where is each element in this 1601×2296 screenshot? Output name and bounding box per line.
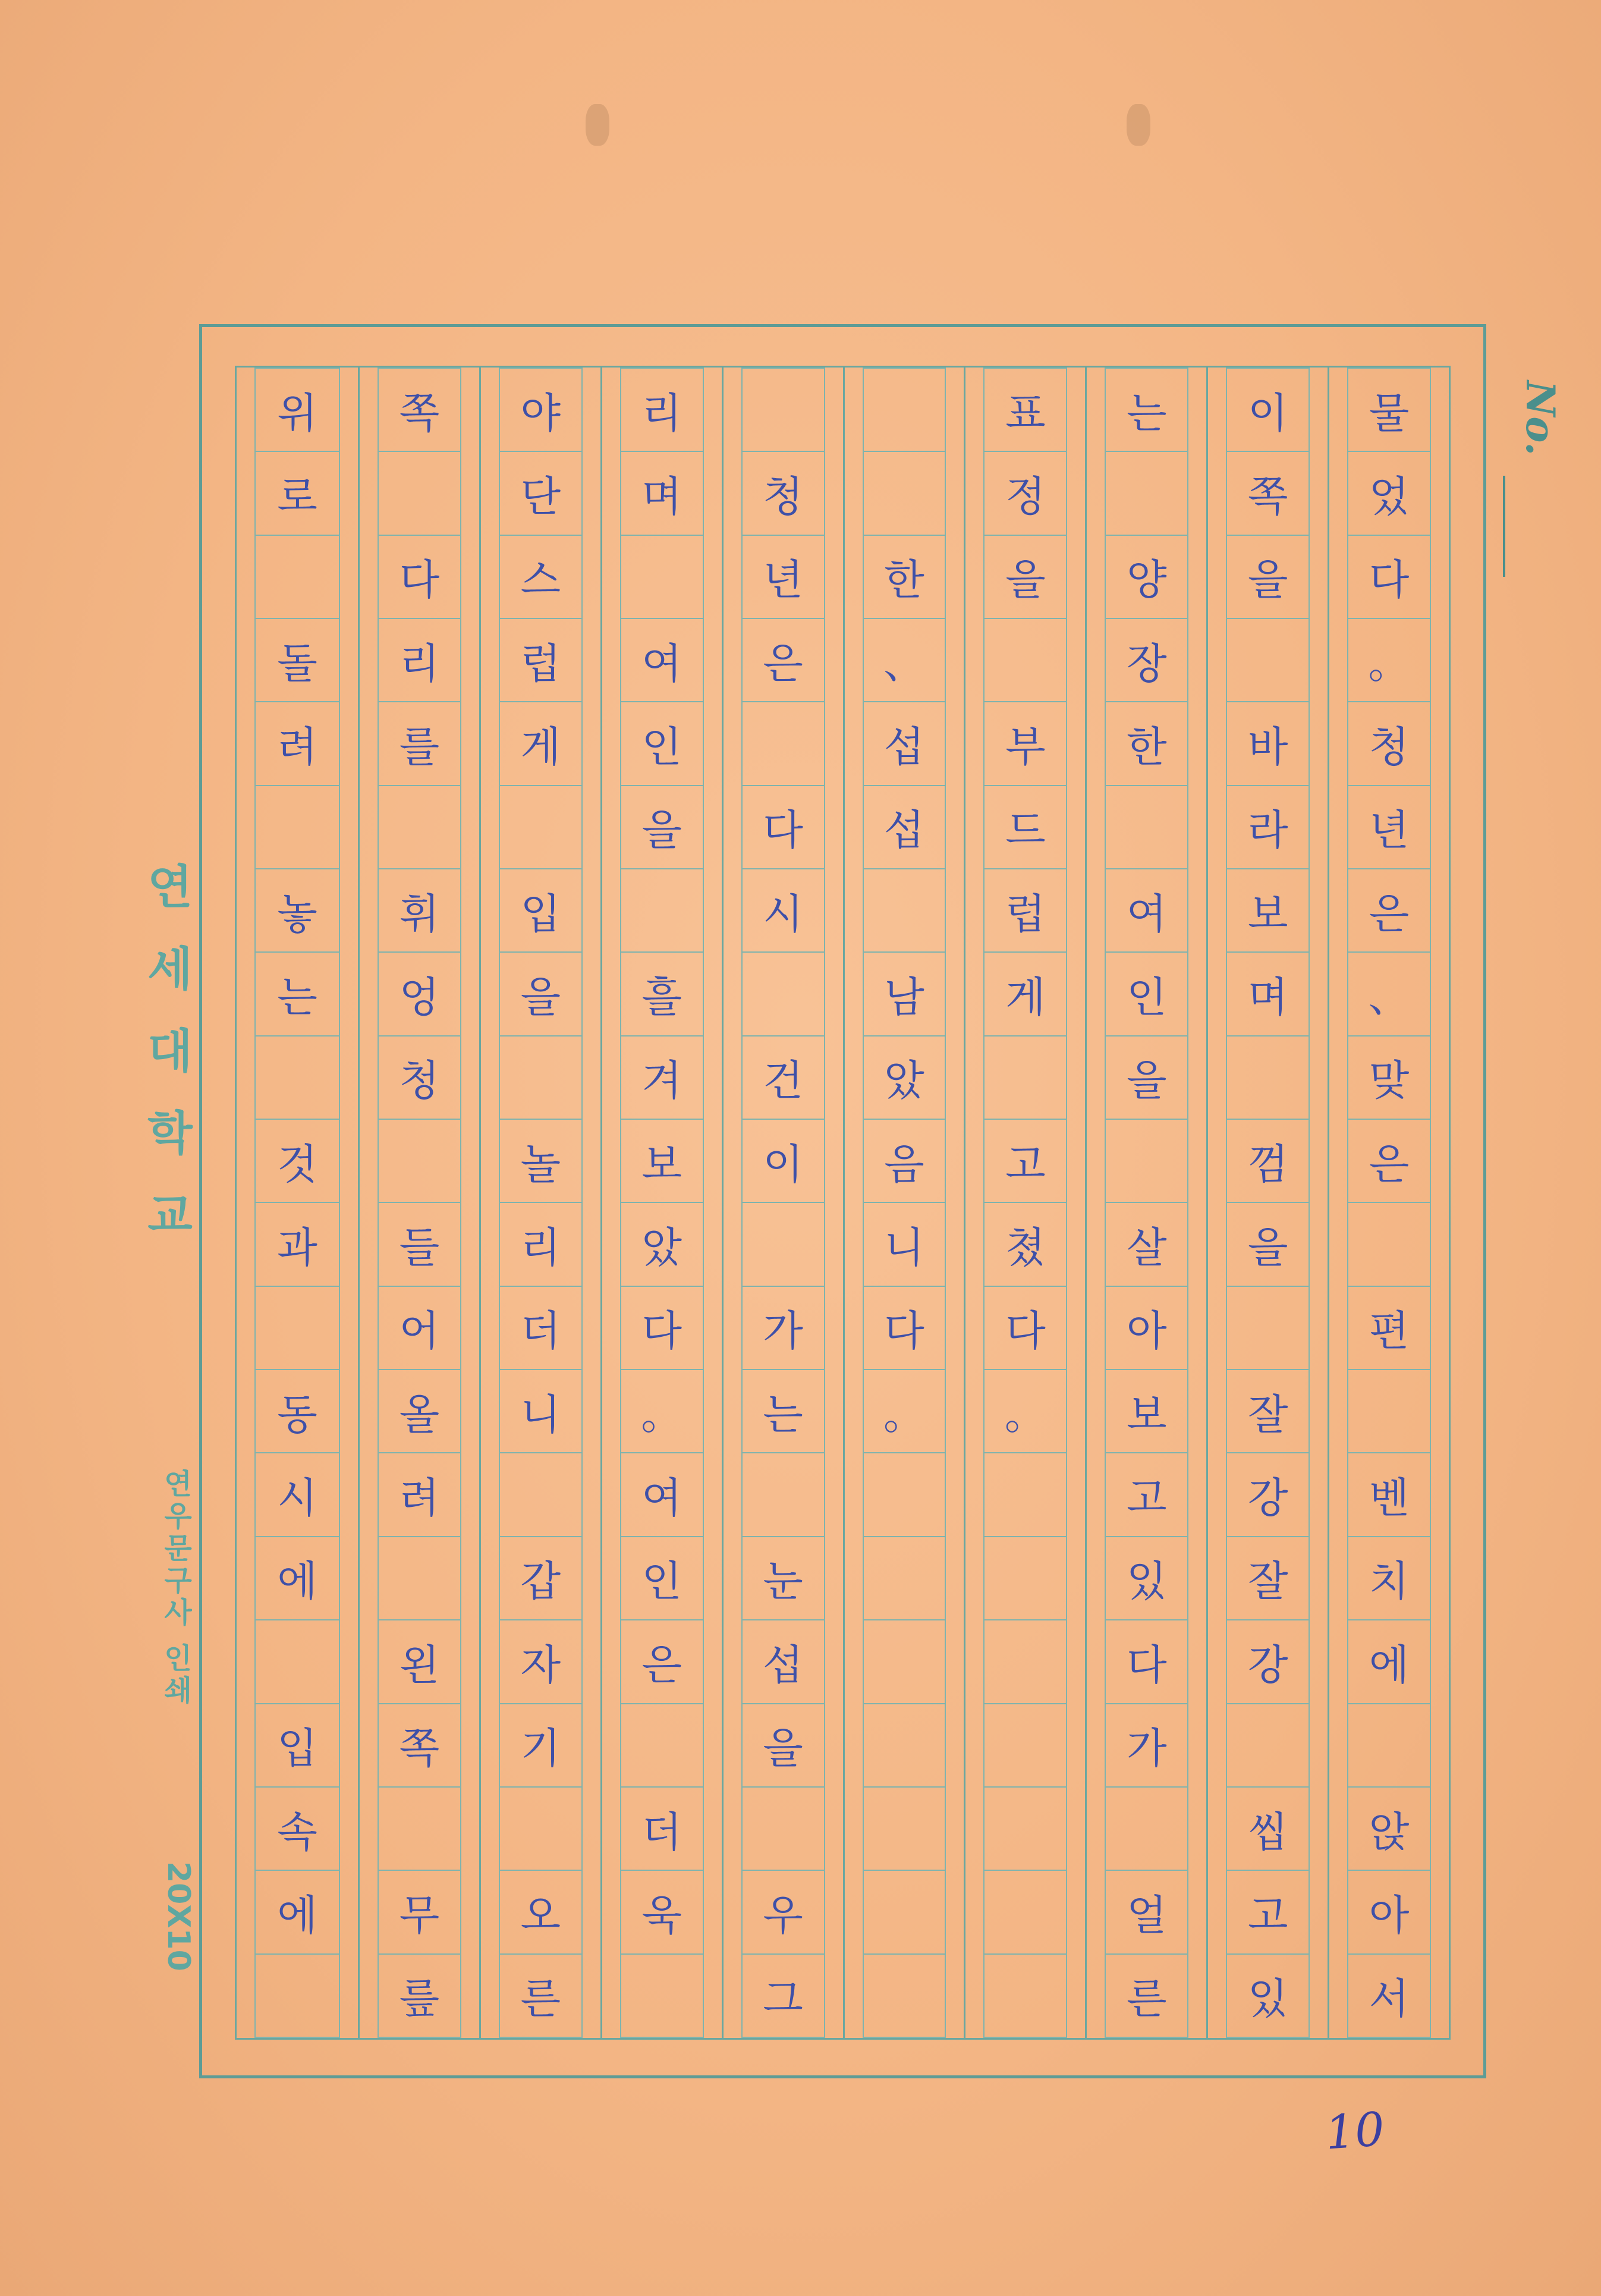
manuscript-cell: 라 [1226,786,1310,869]
manuscript-cell: 한 [863,536,946,619]
manuscript-cell: 어 [378,1287,461,1370]
manuscript-cell: 았 [620,1203,704,1286]
manuscript-cell: 눈 [741,1537,825,1620]
manuscript-cell: 인 [1105,953,1188,1036]
manuscript-cell: 음 [863,1120,946,1203]
manuscript-cell: 살 [1105,1203,1188,1286]
manuscript-cell: 다 [983,1287,1067,1370]
manuscript-cell [741,702,825,786]
manuscript-cell: 다 [1105,1620,1188,1704]
manuscript-cell: 얼 [1105,1871,1188,1954]
manuscript-cell [863,1788,946,1871]
manuscript-cell [1226,1704,1310,1788]
manuscript-cell: 여 [620,1453,704,1537]
manuscript-column [964,368,1085,2038]
manuscript-cell [378,1537,461,1620]
manuscript-cell: 맞 [1347,1037,1431,1120]
manuscript-cell: 우 [741,1871,825,1954]
manuscript-cell [863,452,946,535]
manuscript-cell [1105,786,1188,869]
manuscript-cell [254,1620,340,1704]
manuscript-cell: 있 [1226,1955,1310,2038]
manuscript-cell: 인 [620,702,704,786]
manuscript-cell: 게 [499,702,583,786]
manuscript-cell: 가 [741,1287,825,1370]
manuscript-cell [983,1955,1067,2038]
manuscript-cell: 돌 [254,619,340,702]
manuscript-cell: 더 [499,1287,583,1370]
manuscript-cell: 동 [254,1370,340,1453]
manuscript-cell: 쪽 [378,1704,461,1788]
manuscript-cell [983,1704,1067,1788]
manuscript-cell [741,1203,825,1286]
manuscript-cell: 。 [983,1370,1067,1453]
manuscript-cell: 야 [499,368,583,452]
manuscript-cell: 드 [983,786,1067,869]
manuscript-cell: 리 [620,368,704,452]
manuscript-cell: 청 [741,452,825,535]
manuscript-cell: 기 [499,1704,583,1788]
manuscript-column [722,368,843,2038]
manuscript-cell [983,1871,1067,1954]
manuscript-cell [1105,1120,1188,1203]
manuscript-cell: 을 [499,953,583,1036]
manuscript-column [237,368,358,2038]
manuscript-cell: 흘 [620,953,704,1036]
manuscript-cell: 을 [1226,536,1310,619]
manuscript-cell: 가 [1105,1704,1188,1788]
manuscript-cell [863,1871,946,1954]
manuscript-cell: 로 [254,452,340,535]
manuscript-cell: 건 [741,1037,825,1120]
manuscript-cell: 다 [620,1287,704,1370]
printer-name: 연우문구사 인쇄 [159,1469,192,1707]
manuscript-cell: 더 [620,1788,704,1871]
manuscript-cell: 은 [1347,869,1431,953]
manuscript-cell [378,1120,461,1203]
manuscript-cell: 속 [254,1788,340,1871]
manuscript-cell [863,368,946,452]
manuscript-cell: 물 [1347,368,1431,452]
manuscript-cell [983,619,1067,702]
manuscript-cell: 아 [1347,1871,1431,1954]
manuscript-cell: 이 [1226,368,1310,452]
manuscript-cell: 것 [254,1120,340,1203]
manuscript-cell [741,1453,825,1537]
manuscript-column [1206,368,1328,2038]
manuscript-cell [378,786,461,869]
manuscript-cell [1226,619,1310,702]
manuscript-cell: 게 [983,953,1067,1036]
manuscript-cell: 편 [1347,1287,1431,1370]
manuscript-cell: 섭 [741,1620,825,1704]
manuscript-cell: 을 [1105,1037,1188,1120]
manuscript-cell: 니 [499,1370,583,1453]
manuscript-cell: 에 [254,1537,340,1620]
manuscript-cell: 려 [254,702,340,786]
manuscript-cell [1347,1203,1431,1286]
manuscript-cell: 는 [254,953,340,1036]
manuscript-grid [235,366,1451,2040]
manuscript-cell: 있 [1105,1537,1188,1620]
manuscript-cell: 은 [620,1620,704,1704]
manuscript-cell: 인 [620,1537,704,1620]
manuscript-cell: 쳤 [983,1203,1067,1286]
manuscript-cell [863,1620,946,1704]
manuscript-cell [983,1788,1067,1871]
manuscript-cell: 。 [620,1370,704,1453]
manuscript-cell [499,1037,583,1120]
manuscript-cell [1105,452,1188,535]
manuscript-cell: 과 [254,1203,340,1286]
manuscript-cell: 다 [1347,536,1431,619]
manuscript-cell: 다 [863,1287,946,1370]
manuscript-cell: 보 [620,1120,704,1203]
manuscript-cell: 양 [1105,536,1188,619]
manuscript-cell: 여 [620,619,704,702]
manuscript-cell [1226,1287,1310,1370]
punch-hole-right [1127,104,1150,146]
no-label: No. [1517,381,1564,456]
manuscript-cell: 휘 [378,869,461,953]
manuscript-cell: 부 [983,702,1067,786]
manuscript-cell: 은 [741,619,825,702]
manuscript-cell [1347,1370,1431,1453]
manuscript-column [479,368,600,2038]
manuscript-cell: 남 [863,953,946,1036]
manuscript-cell: 은 [1347,1120,1431,1203]
manuscript-cell [254,536,340,619]
manuscript-cell [1105,1788,1188,1871]
manuscript-cell: 갑 [499,1537,583,1620]
manuscript-cell [863,1453,946,1537]
manuscript-cell: 치 [1347,1537,1431,1620]
manuscript-cell [499,1788,583,1871]
manuscript-cell: 아 [1105,1287,1188,1370]
manuscript-column [600,368,722,2038]
manuscript-cell [863,1955,946,2038]
manuscript-cell: 놓 [254,869,340,953]
manuscript-cell: 、 [863,619,946,702]
manuscript-cell: 을 [741,1704,825,1788]
manuscript-cell: 씹 [1226,1788,1310,1871]
manuscript-cell [254,1955,340,2038]
page-number: 10 [1323,2102,1386,2160]
manuscript-cell: 단 [499,452,583,535]
manuscript-column [1328,368,1449,2038]
manuscript-cell: 리 [378,619,461,702]
manuscript-cell: 잘 [1226,1537,1310,1620]
manuscript-cell: 장 [1105,619,1188,702]
manuscript-cell [741,368,825,452]
manuscript-cell [499,1453,583,1537]
manuscript-cell [863,869,946,953]
manuscript-cell [620,1704,704,1788]
manuscript-cell [1347,1704,1431,1788]
manuscript-cell: 는 [1105,368,1188,452]
manuscript-cell: 니 [863,1203,946,1286]
manuscript-cell: 다 [741,786,825,869]
manuscript-cell: 껌 [1226,1120,1310,1203]
manuscript-cell: 들 [378,1203,461,1286]
manuscript-cell: 무 [378,1871,461,1954]
manuscript-cell: 보 [1105,1370,1188,1453]
manuscript-cell: 른 [499,1955,583,2038]
manuscript-cell: 섭 [863,786,946,869]
university-name: 연세대학교 [139,862,193,1273]
manuscript-cell [741,1788,825,1871]
manuscript-cell [863,1704,946,1788]
manuscript-cell: 잘 [1226,1370,1310,1453]
punch-hole-left [586,104,609,146]
manuscript-cell: 。 [1347,619,1431,702]
manuscript-cell: 강 [1226,1453,1310,1537]
manuscript-cell: 욱 [620,1871,704,1954]
manuscript-cell: 여 [1105,869,1188,953]
manuscript-cell: 서 [1347,1955,1431,2038]
manuscript-cell: 았 [863,1037,946,1120]
manuscript-cell: 강 [1226,1620,1310,1704]
manuscript-cell: 려 [378,1453,461,1537]
manuscript-cell: 며 [620,452,704,535]
manuscript-cell [620,1955,704,2038]
manuscript-cell: 왼 [378,1620,461,1704]
manuscript-cell [620,536,704,619]
manuscript-cell [741,953,825,1036]
manuscript-cell: 며 [1226,953,1310,1036]
manuscript-cell: 겨 [620,1037,704,1120]
manuscript-cell: 입 [499,869,583,953]
manuscript-cell: 고 [1226,1871,1310,1954]
manuscript-cell: 보 [1226,869,1310,953]
manuscript-cell [620,869,704,953]
manuscript-cell: 을 [1226,1203,1310,1286]
manuscript-cell: 을 [620,786,704,869]
manuscript-cell: 표 [983,368,1067,452]
manuscript-cell [983,1037,1067,1120]
manuscript-column [1085,368,1206,2038]
manuscript-cell: 었 [1347,452,1431,535]
manuscript-cell: 에 [1347,1620,1431,1704]
manuscript-cell [254,786,340,869]
paper-imprint [116,862,211,1992]
manuscript-cell: 는 [741,1370,825,1453]
manuscript-cell: 시 [254,1453,340,1537]
manuscript-cell: 쪽 [378,368,461,452]
manuscript-cell: 한 [1105,702,1188,786]
manuscript-cell: 、 [1347,953,1431,1036]
manuscript-cell: 년 [1347,786,1431,869]
manuscript-cell [499,786,583,869]
manuscript-cell: 고 [983,1120,1067,1203]
manuscript-cell: 놀 [499,1120,583,1203]
manuscript-cell: 그 [741,1955,825,2038]
manuscript-cell: 를 [378,702,461,786]
no-underline [1503,476,1505,577]
manuscript-cell: 리 [499,1203,583,1286]
manuscript-column [843,368,964,2038]
manuscript-cell [378,452,461,535]
manuscript-cell: 년 [741,536,825,619]
grid-size-label: 20X10 [161,1861,196,1971]
manuscript-cell: 청 [378,1037,461,1120]
manuscript-cell [1226,1037,1310,1120]
manuscript-cell: 섭 [863,702,946,786]
manuscript-column [358,368,479,2038]
manuscript-cell: 을 [983,536,1067,619]
manuscript-cell: 위 [254,368,340,452]
manuscript-cell: 자 [499,1620,583,1704]
manuscript-cell: 른 [1105,1955,1188,2038]
manuscript-cell: 이 [741,1120,825,1203]
manuscript-cell: 릎 [378,1955,461,2038]
manuscript-cell: 다 [378,536,461,619]
manuscript-cell: 오 [499,1871,583,1954]
manuscript-cell: 앉 [1347,1788,1431,1871]
manuscript-cell: 시 [741,869,825,953]
manuscript-cell [254,1287,340,1370]
manuscript-cell [983,1453,1067,1537]
manuscript-cell: 입 [254,1704,340,1788]
manuscript-cell: 바 [1226,702,1310,786]
manuscript-cell: 청 [1347,702,1431,786]
manuscript-cell: 에 [254,1871,340,1954]
manuscript-cell [378,1788,461,1871]
manuscript-cell: 쪽 [1226,452,1310,535]
manuscript-cell: 올 [378,1370,461,1453]
manuscript-cell: 정 [983,452,1067,535]
manuscript-cell: 엉 [378,953,461,1036]
manuscript-cell: 럽 [983,869,1067,953]
manuscript-cell: 스 [499,536,583,619]
manuscript-cell: 럽 [499,619,583,702]
manuscript-cell: 고 [1105,1453,1188,1537]
manuscript-cell [983,1537,1067,1620]
manuscript-cell [983,1620,1067,1704]
manuscript-cell [254,1037,340,1120]
manuscript-cell: 벤 [1347,1453,1431,1537]
manuscript-cell [863,1537,946,1620]
manuscript-cell: 。 [863,1370,946,1453]
